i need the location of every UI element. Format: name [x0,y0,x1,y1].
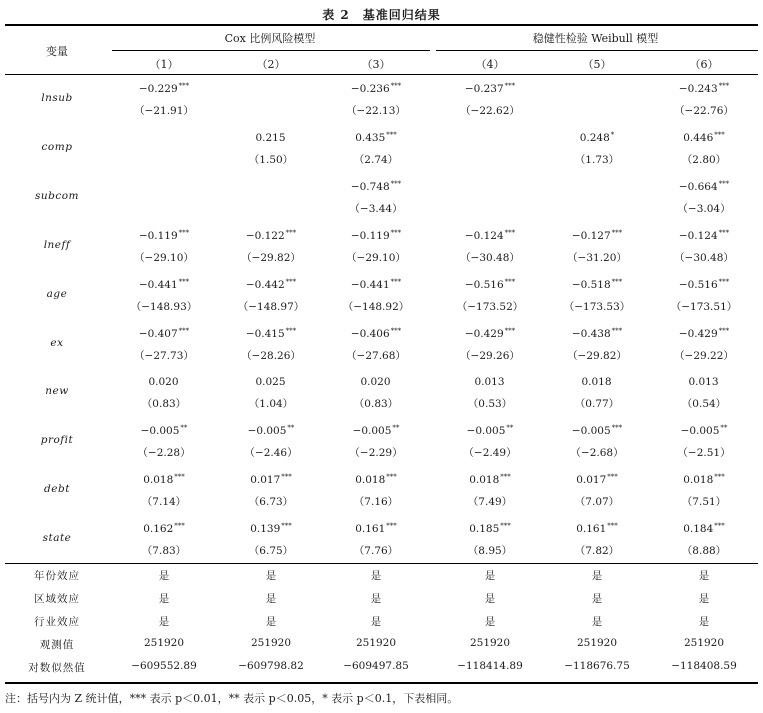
coefficient-value: 0.018 [581,376,612,389]
significance-stars: *** [714,130,725,139]
coefficient-cell [324,229,428,242]
footer-label: 对数似然值 [28,662,86,674]
coefficient-value: −0.429 [678,327,718,340]
coefficient-value: −0.406 [350,327,390,340]
footer-value: 251920 [469,637,511,649]
z-statistic: （−148.97） [237,300,305,313]
significance-stars: *** [386,473,397,482]
z-statistic: （−29.10） [134,251,194,264]
z-statistic: （−27.68） [346,349,406,362]
z-statistic: （7.14） [141,496,187,509]
footer-value: 是 [265,593,277,605]
coefficient-cell [112,229,216,242]
significance-stars: *** [611,424,623,433]
coefficient-cell [324,473,428,486]
significance-stars: *** [504,82,516,90]
footer-value: −609552.89 [131,660,197,672]
coefficient-cell [112,82,216,95]
coefficient-value: −0.124 [464,229,504,242]
coefficient-value: −0.237 [464,83,504,95]
significance-stars: *** [178,82,190,90]
coefficient-cell [545,82,649,95]
significance-stars: ** [287,424,295,433]
coefficient-cell [112,278,216,291]
z-statistic: （7.51） [681,496,727,509]
column-header: （4） [475,58,505,71]
coefficient-value: 0.017 [576,474,607,487]
z-statistic: （1.04） [248,398,294,411]
coefficient-cell [652,522,756,535]
footer-value: 是 [158,593,170,605]
significance-stars: *** [607,473,618,482]
coefficient-value: −0.243 [678,83,718,95]
footer-value: −118676.75 [564,660,630,672]
significance-stars: *** [611,228,623,237]
coefficient-cell [545,180,649,193]
z-statistic: （−2.28） [137,447,191,460]
coefficient-cell [438,473,542,486]
coefficient-value: −0.748 [350,180,390,193]
coefficient-value: 0.013 [688,376,719,389]
z-statistic: （−29.10） [346,251,406,264]
footer-value: 是 [698,570,710,582]
header-rule [5,74,758,75]
z-statistic: （0.54） [681,398,727,411]
coefficient-value: 0.162 [143,523,174,536]
z-statistic: （−29.26） [460,349,520,362]
coefficient-cell [545,424,649,437]
z-statistic: （−22.13） [346,105,406,117]
coefficient-cell [219,375,323,388]
footer-value: 是 [484,570,496,582]
significance-stars: *** [718,179,730,188]
significance-stars: *** [174,522,185,531]
coefficient-value: −0.127 [571,229,611,242]
coefficient-cell [652,375,756,388]
z-statistic: （−27.73） [134,349,194,362]
coefficient-value: 0.025 [255,376,286,389]
coefficient-value: −0.005 [140,425,180,438]
significance-stars: *** [718,82,730,90]
significance-stars: *** [178,326,190,335]
column-header: （1） [149,58,179,71]
coefficient-cell [219,131,323,144]
z-statistic: （−2.49） [463,447,517,460]
significance-stars: *** [281,473,292,482]
variable-header: 变量 [46,45,68,58]
significance-stars: *** [390,277,402,286]
column-header: （6） [689,58,719,71]
significance-stars: *** [611,277,623,286]
footer-value: 是 [158,616,170,628]
z-statistic: （0.83） [353,398,399,411]
coefficient-value: −0.236 [350,83,390,95]
significance-stars: *** [386,130,397,139]
significance-stars: *** [281,522,292,531]
z-statistic: （−29.22） [674,349,734,362]
z-statistic: （−173.51） [670,300,738,313]
footer-label: 行业效应 [34,616,80,628]
coefficient-cell [545,375,649,388]
coefficient-cell [112,375,216,388]
footer-value: 是 [370,593,382,605]
z-statistic: （7.82） [574,545,620,558]
coefficient-cell [545,327,649,340]
significance-stars: *** [500,473,511,482]
coefficient-value: 0.018 [469,474,500,487]
z-statistic: （−2.68） [570,447,624,460]
significance-stars: ** [180,424,188,433]
variable-name: subcom [34,189,80,202]
z-statistic: （−173.52） [456,300,524,313]
coefficient-cell [652,327,756,340]
significance-stars: ** [506,424,514,433]
coefficient-cell [219,522,323,535]
group-rule-weibull [436,50,758,51]
coefficient-cell [112,131,216,144]
coefficient-cell [438,327,542,340]
coefficient-value: 0.020 [148,376,179,389]
coefficient-cell [324,180,428,193]
footer-value: 是 [591,593,603,605]
z-statistic: （7.07） [574,496,620,509]
coefficient-cell [545,278,649,291]
coefficient-value: 0.161 [576,523,607,536]
z-statistic: （−3.44） [349,202,403,215]
coefficient-cell [438,229,542,242]
significance-stars: *** [390,82,402,90]
group-header-weibull: 稳健性检验 Weibull 模型 [532,32,659,45]
coefficient-value: −0.429 [464,327,504,340]
significance-stars: *** [174,473,185,482]
coefficient-value: −0.664 [678,180,718,193]
coefficient-value: 0.018 [683,474,714,487]
significance-stars: *** [714,473,725,482]
coefficient-value: 0.215 [255,131,286,144]
significance-stars: * [610,130,615,139]
coefficient-value: 0.018 [143,474,174,487]
z-statistic: （7.83） [141,545,187,558]
coefficient-cell [438,82,542,95]
table-caption: 表 2 基准回归结果 [322,8,441,22]
coefficient-cell [438,278,542,291]
variable-name: new [45,385,69,398]
variable-name: state [42,532,72,545]
coefficient-cell [324,327,428,340]
coefficient-cell [545,229,649,242]
coefficient-value: −0.005 [352,425,392,438]
footer-value: 是 [591,616,603,628]
significance-stars: *** [504,228,516,237]
coefficient-cell [438,522,542,535]
coefficient-cell [324,424,428,437]
significance-stars: *** [718,277,730,286]
coefficient-value: 0.185 [469,523,500,536]
coefficient-value: −0.441 [138,278,178,291]
footer-label: 区域效应 [34,593,80,605]
variable-name: debt [44,483,70,496]
coefficient-cell [652,229,756,242]
coefficient-cell [652,473,756,486]
significance-stars: *** [386,522,397,531]
coefficient-value: 0.020 [360,376,391,389]
z-statistic: （−30.48） [460,251,520,264]
coefficient-value: −0.005 [680,425,720,438]
bottom-rule [5,682,758,684]
coefficient-cell [219,327,323,340]
coefficient-cell [219,180,323,193]
coefficient-cell [219,473,323,486]
significance-stars: *** [504,326,516,335]
footer-value: −118414.89 [457,660,523,672]
significance-stars: *** [718,228,730,237]
significance-stars: *** [607,522,618,531]
coefficient-value: 0.161 [355,523,386,536]
z-statistic: （6.75） [248,545,294,558]
group-rule-cox [112,50,430,51]
coefficient-cell [324,278,428,291]
footer-value: 251920 [683,637,725,649]
significance-stars: ** [720,424,728,433]
z-statistic: （0.83） [141,398,187,411]
z-statistic: （0.77） [574,398,620,411]
z-statistic: （0.53） [467,398,513,411]
z-statistic: （−148.92） [342,300,410,313]
coefficient-cell [324,82,428,95]
coefficient-value: −0.119 [138,229,178,242]
coefficient-cell [545,473,649,486]
z-statistic: （7.16） [353,496,399,509]
coefficient-value: 0.446 [683,131,714,144]
footer-value: 251920 [355,637,397,649]
z-statistic: （6.73） [248,496,294,509]
significance-stars: *** [390,326,402,335]
z-statistic: （−3.04） [677,202,731,215]
z-statistic: （8.95） [467,545,513,558]
footer-value: 是 [698,616,710,628]
z-statistic: （−148.93） [130,300,198,313]
coefficient-value: −0.122 [245,229,285,242]
z-statistic: （−22.62） [460,105,520,117]
coefficient-value: 0.013 [474,376,505,389]
coefficient-value: −0.229 [138,83,178,95]
footer-value: 251920 [576,637,618,649]
variable-name: lnsub [41,92,73,104]
coefficient-cell [112,424,216,437]
coefficient-cell [438,375,542,388]
footer-value: 是 [265,570,277,582]
coefficient-cell [219,424,323,437]
significance-stars: *** [611,326,623,335]
coefficient-value: −0.005 [571,425,611,438]
z-statistic: （−2.46） [244,447,298,460]
coefficient-value: 0.184 [683,523,714,536]
coefficient-cell [438,424,542,437]
z-statistic: （2.80） [681,153,727,166]
coefficient-cell [438,180,542,193]
coefficient-cell [324,375,428,388]
coefficient-cell [545,131,649,144]
z-statistic: （1.73） [574,153,620,166]
significance-stars: *** [285,277,297,286]
group-header-cox: Cox 比例风险模型 [224,32,316,45]
column-header: （2） [256,58,286,71]
footer-value: 251920 [250,637,292,649]
coefficient-value: −0.438 [571,327,611,340]
coefficient-value: −0.005 [466,425,506,438]
significance-stars: *** [178,277,190,286]
significance-stars: *** [714,522,725,531]
z-statistic: （−22.76） [674,105,734,117]
coefficient-value: −0.005 [247,425,287,438]
z-statistic: （−2.29） [349,447,403,460]
variable-name: comp [41,140,73,153]
footer-value: 251920 [143,637,185,649]
significance-stars: *** [504,277,516,286]
coefficient-value: −0.518 [571,278,611,291]
variable-name: age [46,287,68,300]
body-rule [5,563,758,564]
coefficient-cell [112,522,216,535]
footer-value: −118408.59 [671,660,737,672]
coefficient-cell [438,131,542,144]
coefficient-cell [652,424,756,437]
coefficient-cell [112,327,216,340]
coefficient-value: −0.441 [350,278,390,291]
significance-stars: *** [390,228,402,237]
z-statistic: （−29.82） [241,251,301,264]
z-statistic: （−21.91） [134,105,194,117]
coefficient-cell [652,278,756,291]
coefficient-value: −0.119 [350,229,390,242]
coefficient-value: 0.017 [250,474,281,487]
coefficient-value: −0.124 [678,229,718,242]
footer-value: 是 [484,616,496,628]
z-statistic: （1.50） [248,153,294,166]
z-statistic: （8.88） [681,545,727,558]
significance-stars: *** [718,326,730,335]
coefficient-value: −0.407 [138,327,178,340]
z-statistic: （7.49） [467,496,513,509]
coefficient-value: −0.442 [245,278,285,291]
significance-stars: *** [285,326,297,335]
significance-stars: *** [500,522,511,531]
footer-value: 是 [591,570,603,582]
coefficient-cell [112,180,216,193]
coefficient-value: 0.139 [250,523,281,536]
coefficient-value: −0.415 [245,327,285,340]
footer-value: 是 [265,616,277,628]
coefficient-cell [652,82,756,95]
column-header: （5） [582,58,612,71]
coefficient-cell [219,229,323,242]
footer-value: 是 [370,570,382,582]
footer-value: 是 [158,570,170,582]
coefficient-cell [219,278,323,291]
variable-name: profit [40,434,74,447]
coefficient-value: −0.516 [464,278,504,291]
z-statistic: （−30.48） [674,251,734,264]
coefficient-value: 0.435 [355,131,386,144]
table-note: 注：括号内为 Z 统计值，*** 表示 p＜0.01，** 表示 p＜0.05，* 表示 p＜0.1，下表相同。 [5,692,459,705]
z-statistic: （2.74） [353,153,399,166]
footer-value: −609798.82 [238,660,304,672]
footer-value: 是 [370,616,382,628]
z-statistic: （−2.51） [677,447,731,460]
z-statistic: （−28.26） [241,349,301,362]
z-statistic: （−173.53） [563,300,631,313]
z-statistic: （7.76） [353,545,399,558]
z-statistic: （−31.20） [567,251,627,264]
coefficient-cell [545,522,649,535]
footer-value: 是 [698,593,710,605]
variable-name: lneff [43,238,71,251]
footer-label: 观测值 [39,639,75,651]
footer-label: 年份效应 [34,570,80,582]
coefficient-cell [652,131,756,144]
footer-value: −609497.85 [343,660,409,672]
column-header: （3） [361,58,391,71]
coefficient-cell [652,180,756,193]
coefficient-value: 0.248 [579,131,610,144]
variable-name: ex [50,336,64,349]
coefficient-cell [324,131,428,144]
significance-stars: ** [392,424,400,433]
footer-value: 是 [484,593,496,605]
coefficient-value: 0.018 [355,474,386,487]
z-statistic: （−29.82） [567,349,627,362]
significance-stars: *** [390,179,402,188]
significance-stars: *** [178,228,190,237]
coefficient-cell [324,522,428,535]
top-rule [5,24,758,26]
coefficient-cell [219,82,323,95]
coefficient-cell [112,473,216,486]
significance-stars: *** [285,228,297,237]
coefficient-value: −0.516 [678,278,718,291]
